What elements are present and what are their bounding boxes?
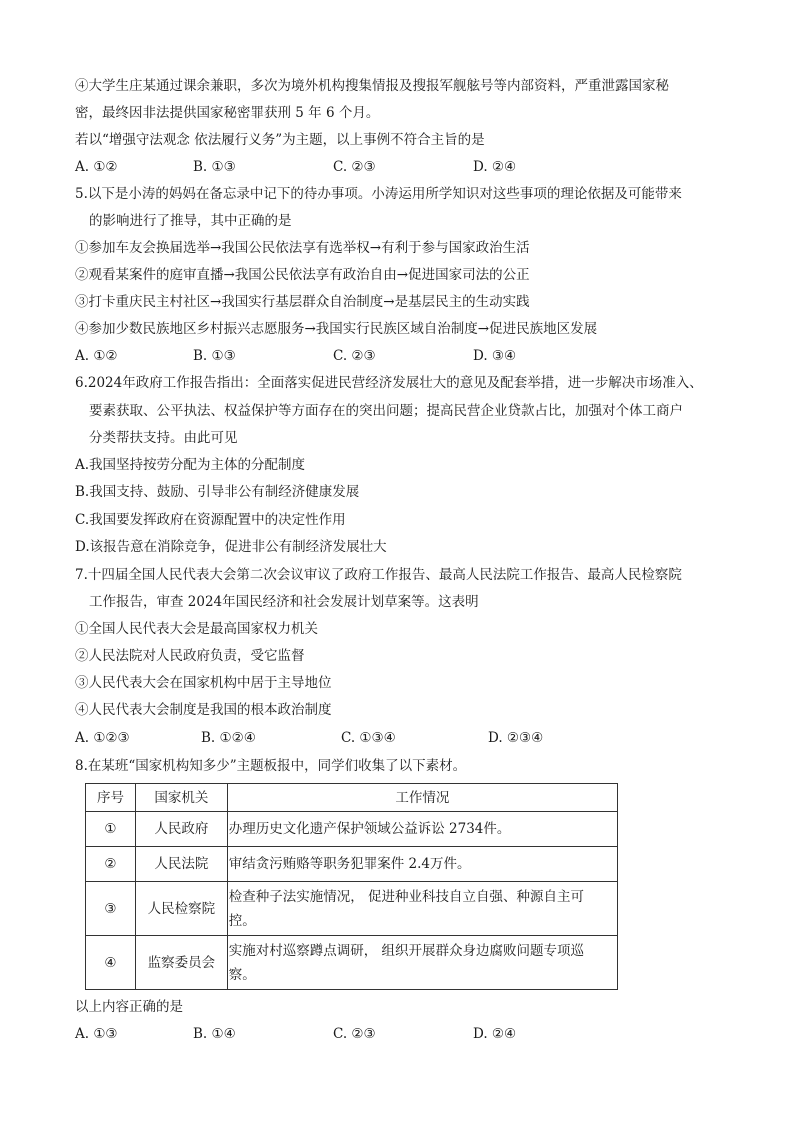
q8-stem: 8.在某班“国家机构知多少”主题板报中，同学们收集了以下素材。 [75,758,467,774]
row-work: 办理历史文化遗产保护领域公益诉讼 2734件。 [227,812,617,847]
q7-option-b[interactable]: B. ①②④ [201,730,256,746]
q8-option-d[interactable]: D. ②④ [473,1026,517,1042]
row-no: ③ [86,882,136,936]
q6-option-d[interactable]: D.该报告意在消除竞争，促进非公有制经济发展壮大 [75,539,387,555]
q5-option-d[interactable]: D. ③④ [473,348,517,364]
q8-table [85,783,618,990]
item4-line1: ④大学生庄某通过课余兼职，多次为境外机构搜集情报及搜报军舰舷号等内部资料，严重泄露国家秘 [75,78,669,94]
q6-option-c[interactable]: C.我国要发挥政府在资源配置中的决定性作用 [75,512,346,528]
q6-stem-line1: 6.2024年政府工作报告指出：全面落实促进民营经济发展壮大的意见及配套举措，进一步解决市场准入、 [75,375,703,391]
q5-item-4: ④参加少数民族地区乡村振兴志愿服务→我国实行民族区域自治制度→促进民族地区发展 [75,321,598,337]
row-no: ④ [86,936,136,990]
row-organ: 人民法院 [135,847,227,882]
q7-option-d[interactable]: D. ②③④ [488,730,544,746]
q6-option-b[interactable]: B.我国支持、鼓励、引导非公有制经济健康发展 [75,484,360,500]
row-work: 审结贪污贿赂等职务犯罪案件 2.4万件。 [227,847,617,882]
q4-option-c[interactable]: C. ②③ [333,159,376,175]
q4-option-b[interactable]: B. ①③ [193,159,236,175]
row-work [227,936,617,990]
row-organ: 人民政府 [135,812,227,847]
q7-stem-line2: 工作报告，审查 2024年国民经济和社会发展计划草案等。这表明 [89,594,479,610]
q5-item-3: ③打卡重庆民主村社区→我国实行基层群众自治制度→是基层民主的生动实践 [75,294,530,310]
q5-stem-line1: 5.以下是小涛的妈妈在备忘录中记下的待办事项。小涛运用所学知识对这些事项的理论依据及可能带来 [75,186,682,202]
q5-item-2: ②观看某案件的庭审直播→我国公民依法享有政治自由→促进国家司法的公正 [75,267,530,283]
row-work-line2: 控。 [228,912,256,929]
q4-option-d[interactable]: D. ②④ [473,159,517,175]
row-work-line2: 察。 [228,966,256,983]
q8-question: 以上内容正确的是 [75,999,183,1015]
q5-item-1: ①参加车友会换届选举→我国公民依法享有选举权→有利于参与国家政治生活 [75,240,530,256]
table-row [86,882,618,936]
row-no: ② [86,847,136,882]
row-work-line1: 实施对村巡察蹲点调研， 组织开展群众身边腐败问题专项巡 [228,942,585,959]
table-header-work: 工作情况 [227,784,617,812]
table-header-row [86,784,618,812]
q7-item-4: ④人民代表大会制度是我国的根本政治制度 [75,702,332,718]
q7-item-1: ①全国人民代表大会是最高国家权力机关 [75,621,318,637]
q8-option-b[interactable]: B. ①④ [193,1026,236,1042]
q4-question: 若以“增强守法观念 依法履行义务”为主题，以上事例不符合主旨的是 [75,132,485,148]
table-row [86,812,618,847]
row-work [227,882,617,936]
q5-option-a[interactable]: A. ①② [75,348,118,364]
row-work-line1: 检查种子法实施情况， 促进种业科技自立自强、种源自主可 [228,888,585,905]
q5-option-b[interactable]: B. ①③ [193,348,236,364]
row-organ: 人民检察院 [135,882,227,936]
table-header-no: 序号 [86,784,136,812]
q7-stem-line1: 7.十四届全国人民代表大会第二次会议审议了政府工作报告、最高人民法院工作报告、最高人民检察院 [75,567,682,583]
q6-stem-line3: 分类帮扶支持。由此可见 [89,430,238,446]
item4-line2: 密，最终因非法提供国家秘密罪获刑 5 年 6 个月。 [75,105,380,121]
q4-option-a[interactable]: A. ①② [75,159,118,175]
table-row [86,936,618,990]
q8-option-a[interactable]: A. ①③ [75,1026,118,1042]
row-no: ① [86,812,136,847]
q7-option-c[interactable]: C. ①③④ [341,730,396,746]
table-header-organ: 国家机关 [135,784,227,812]
q7-item-3: ③人民代表大会在国家机构中居于主导地位 [75,675,332,691]
q8-option-c[interactable]: C. ②③ [333,1026,376,1042]
row-organ: 监察委员会 [135,936,227,990]
q6-stem-line2: 要素获取、公平执法、权益保护等方面存在的突出问题；提高民营企业贷款占比，加强对个体工商户 [89,403,683,419]
q5-stem-line2: 的影响进行了推导，其中正确的是 [89,213,292,229]
q6-option-a[interactable]: A.我国坚持按劳分配为主体的分配制度 [75,457,306,473]
q5-option-c[interactable]: C. ②③ [333,348,376,364]
q7-option-a[interactable]: A. ①②③ [75,730,130,746]
table-row [86,847,618,882]
q7-item-2: ②人民法院对人民政府负责，受它监督 [75,648,305,664]
